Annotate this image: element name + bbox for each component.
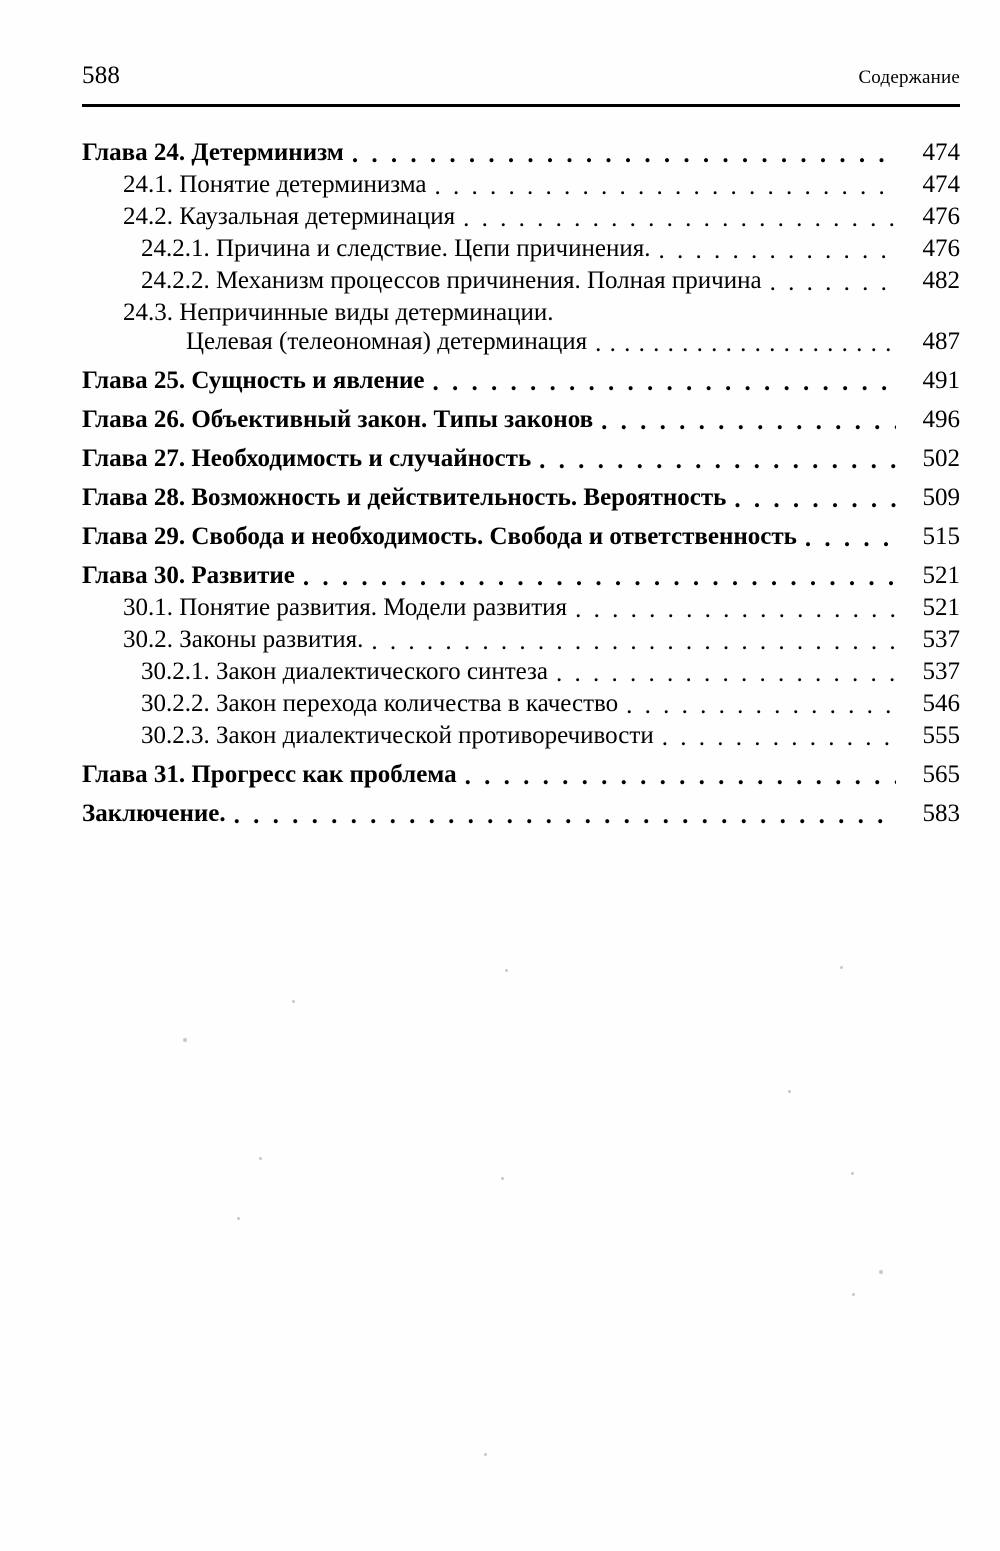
dot-leader (595, 329, 896, 354)
dot-leader (805, 524, 896, 549)
scan-speck (292, 1000, 295, 1003)
toc-entry-label: 30.2.3. Закон диалектической противоречивости (141, 722, 654, 749)
dot-leader (662, 723, 896, 748)
toc-entry-page: 521 (922, 562, 960, 589)
dot-leader (234, 801, 896, 826)
dot-leader (734, 485, 896, 510)
dot-leader (556, 659, 896, 684)
toc-entry-label: 24.3. Непричинные виды детерминации. (123, 299, 554, 326)
toc-entry-page: 565 (922, 761, 960, 788)
dot-leader (770, 268, 896, 293)
toc-entry-label: Заключение. (82, 800, 226, 827)
toc-entry-chapter-24[interactable] (82, 126, 960, 165)
toc-entry-label: 24.2.1. Причина и следствие. Цепи причинения. (141, 235, 651, 262)
toc-entry-label: 30.1. Понятие развития. Модели развития (123, 594, 568, 621)
toc-entry-24-1[interactable] (123, 165, 960, 197)
header-rule (82, 104, 960, 107)
scan-speck (840, 966, 843, 969)
scan-speck (879, 1270, 883, 1274)
toc-entry-label: Глава 27. Необходимость и случайность (82, 445, 532, 472)
scan-speck (788, 1090, 791, 1093)
running-head (82, 62, 960, 96)
toc-entry-24-2-1[interactable] (141, 229, 960, 261)
toc-entry-24-2-2[interactable] (141, 261, 960, 293)
scan-speck (505, 969, 508, 972)
toc-entry-chapter-30[interactable] (82, 549, 960, 588)
dot-leader (435, 172, 896, 197)
toc-entry-24-3-line1[interactable] (123, 293, 960, 325)
toc-entry-30-2-1[interactable] (141, 652, 960, 684)
scan-speck (237, 1217, 240, 1220)
dot-leader (601, 407, 896, 432)
table-of-contents (0, 126, 1000, 826)
toc-entry-page: 482 (922, 267, 960, 294)
dot-leader (658, 236, 896, 261)
toc-entry-chapter-26[interactable] (82, 393, 960, 432)
dot-leader (371, 627, 896, 652)
toc-entry-page: 509 (922, 484, 960, 511)
toc-entry-page: 502 (922, 445, 960, 472)
toc-entry-page: 474 (922, 171, 960, 198)
toc-entry-label: Глава 28. Возможность и действительность. Вероятность (82, 484, 727, 511)
toc-entry-page: 476 (922, 235, 960, 262)
dot-leader (352, 140, 896, 165)
toc-entry-page: 476 (922, 203, 960, 230)
dot-leader (303, 563, 896, 588)
toc-entry-chapter-28[interactable] (82, 471, 960, 510)
toc-entry-page: 474 (922, 139, 960, 166)
toc-entry-24-2[interactable] (123, 197, 960, 229)
toc-entry-chapter-29[interactable] (82, 510, 960, 549)
running-head-title: Содержание (858, 67, 960, 88)
toc-entry-24-3-line2[interactable] (186, 325, 960, 354)
toc-entry-label: 30.2. Законы развития. (123, 626, 364, 653)
toc-entry-label: Глава 24. Детерминизм (82, 139, 344, 166)
scan-speck (259, 1157, 262, 1160)
dot-leader (463, 204, 896, 229)
toc-entry-label: Глава 30. Развитие (82, 562, 295, 589)
dot-leader (433, 368, 896, 393)
scan-speck (183, 1038, 187, 1042)
toc-entry-label: Глава 25. Сущность и явление (82, 367, 425, 394)
toc-entry-page: 583 (922, 800, 960, 827)
toc-entry-page: 491 (922, 367, 960, 394)
toc-entry-page: 521 (922, 594, 960, 621)
toc-entry-conclusion[interactable] (82, 787, 960, 826)
toc-entry-label: Глава 29. Свобода и необходимость. Свобода и ответственность (82, 523, 797, 550)
toc-entry-page: 515 (922, 523, 960, 550)
page-folio-number: 588 (82, 62, 121, 89)
toc-entry-label: 24.1. Понятие детерминизма (123, 171, 427, 198)
toc-entry-page: 537 (922, 626, 960, 653)
toc-entry-page: 537 (922, 658, 960, 685)
scan-speck (501, 1177, 504, 1180)
toc-entry-label: Глава 31. Прогресс как проблема (82, 761, 457, 788)
toc-entry-page: 496 (922, 406, 960, 433)
toc-entry-30-1[interactable] (123, 588, 960, 620)
toc-entry-label: 24.2. Каузальная детерминация (123, 203, 456, 230)
dot-leader (626, 691, 896, 716)
dot-leader (465, 762, 896, 787)
scan-speck (852, 1293, 855, 1296)
toc-entry-page: 555 (922, 722, 960, 749)
toc-entry-30-2[interactable] (123, 620, 960, 652)
toc-entry-30-2-2[interactable] (141, 684, 960, 716)
dot-leader (575, 595, 896, 620)
scan-speck (851, 1172, 854, 1175)
toc-entry-label: 24.2.2. Механизм процессов причинения. Полная причина (141, 267, 762, 294)
toc-entry-label: Глава 26. Объективный закон. Типы законов (82, 406, 594, 433)
toc-entry-chapter-27[interactable] (82, 432, 960, 471)
dot-leader (539, 446, 896, 471)
toc-entry-page: 487 (922, 328, 960, 355)
toc-entry-chapter-25[interactable] (82, 354, 960, 393)
scan-speck (484, 1453, 487, 1456)
toc-entry-chapter-31[interactable] (82, 748, 960, 787)
toc-entry-label: 30.2.2. Закон перехода количества в качество (141, 690, 619, 717)
toc-entry-label-continued: Целевая (телеономная) детерминация (186, 328, 588, 355)
toc-entry-label: 30.2.1. Закон диалектического синтеза (141, 658, 549, 685)
toc-entry-page: 546 (922, 690, 960, 717)
toc-entry-30-2-3[interactable] (141, 716, 960, 748)
